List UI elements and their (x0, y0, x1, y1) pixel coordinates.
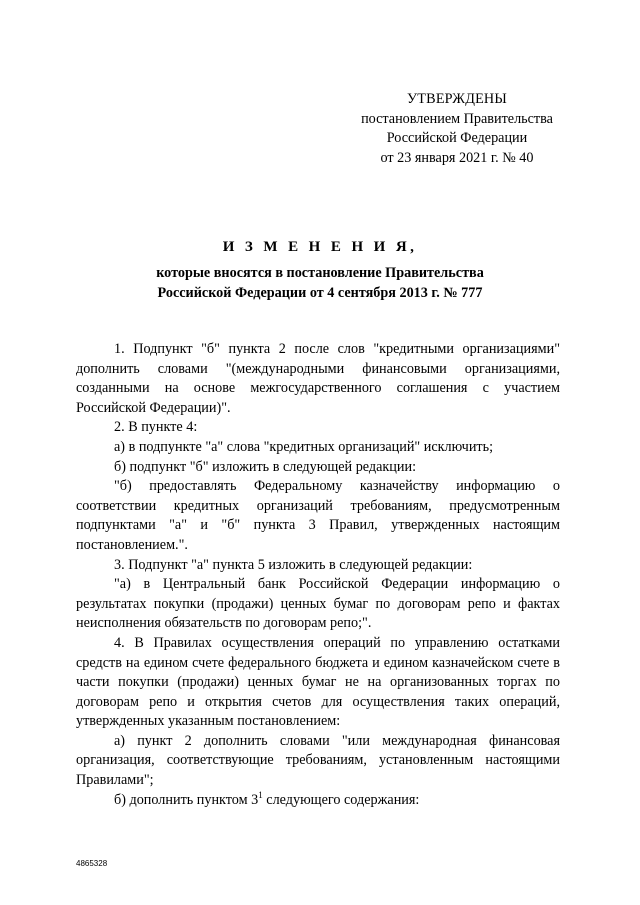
paragraph-4a: а) пункт 2 дополнить словами "или международная финансовая организация, соответствующие требованиям, установленным настоящими Правилами"; (76, 732, 560, 789)
paragraph-2b-text: "б) предоставлять Федеральному казначейству информацию о соответствии кредитных организаций требованиям, предусмотренным подпунктами "а" и "б" пункта 3 Правил, утвержденных настоящим постановлением.". (76, 478, 560, 553)
paragraph-4b-superscript: 1 (258, 789, 263, 800)
approval-block (352, 90, 562, 168)
approval-title: УТВЕРЖДЕНЫ (407, 91, 507, 107)
paragraph-4b-after: следующего содержания: (262, 791, 420, 808)
approval-line-2: Российской Федерации (386, 130, 528, 147)
paragraph-2b: б) подпункт "б" изложить в следующей редакции: (114, 458, 417, 475)
approval-line-1: постановлением Правительства (361, 110, 553, 127)
paragraph-2a: а) в подпункте "а" слова "кредитных организаций" исключить; (114, 438, 494, 455)
paragraph-4b (76, 791, 560, 811)
approval-line-3: от 23 января 2021 г. № 40 (380, 149, 534, 166)
paragraph-4: 4. В Правилах осуществления операций по управлению остатками средств на едином счете федерального бюджета и едином казначейском счете в части покупки (продажи) ценных бумаг не на организованных торгах по договорам репо и открытия счетов для осуществления таких операций, утвержденных указанным постановлением: (76, 634, 560, 730)
paragraph-1: 1. Подпункт "б" пункта 2 после слов "кредитными организациями" дополнить словами "(международными финансовыми организациями, созданными на основе межгосударственного соглашения с участием Российской Федерации)". (76, 341, 560, 416)
paragraph-3: 3. Подпункт "а" пункта 5 изложить в следующей редакции: (114, 556, 473, 573)
document-body (76, 340, 560, 810)
paragraph-2: 2. В пункте 4: (114, 419, 198, 436)
document-title: И З М Е Н Е Н И Я, (222, 239, 418, 255)
footer-code: 4865328 (76, 859, 108, 868)
document-subtitle: которые вносятся в постановление Правительства Российской Федерации от 4 сентября 2013 г. № 777 (156, 265, 484, 301)
paragraph-4b-before: б) дополнить пунктом 3 (114, 791, 259, 808)
paragraph-3-text: "а) в Центральный банк Российской Федерации информацию о результатах покупки (продажи) ценных бумаг по договорам репо и фактах неисполнения обязательств по договорам репо;". (76, 576, 560, 632)
